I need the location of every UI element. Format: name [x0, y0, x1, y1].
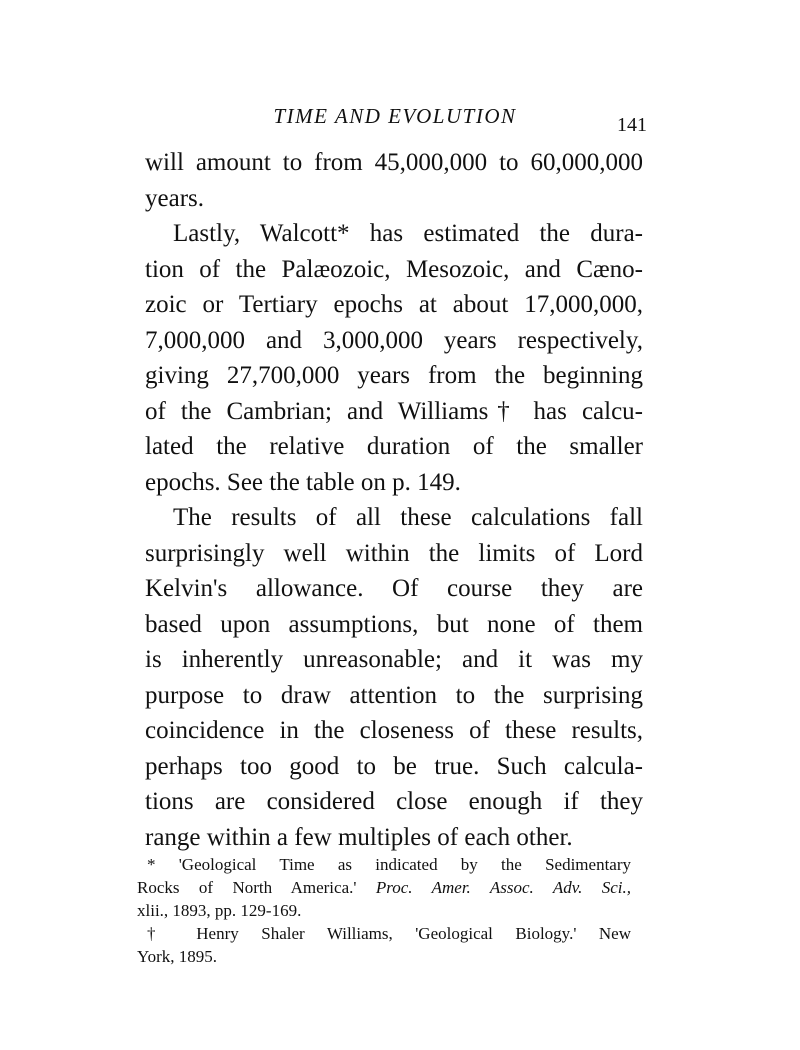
text-line: The results of all these calculations fall — [173, 504, 643, 531]
running-head — [145, 104, 645, 138]
text-line: 7,000,000 and 3,000,000 years respectively, — [145, 326, 643, 354]
text-line: of the Cambrian; and Williams† has calcu- — [145, 397, 643, 425]
text-line: years. — [145, 184, 204, 212]
footnote-text: Rocks of North America.' — [137, 878, 357, 897]
text-line: is inherently unreasonable; and it was my — [145, 646, 643, 673]
text-line: epochs. See the table on p. 149. — [145, 468, 461, 496]
footnotes — [137, 853, 631, 968]
page-number: 141 — [617, 114, 647, 136]
footnote-line: xlii., 1893, pp. 129-169. — [137, 901, 302, 920]
journal-citation: Proc. Amer. Assoc. Adv. Sci., — [375, 878, 631, 897]
paragraph-2 — [145, 216, 643, 500]
text-line: lated the relative duration of the smaller — [145, 433, 643, 460]
paragraph-1 — [145, 145, 643, 216]
text-line: coincidence in the closeness of these results, — [145, 717, 643, 744]
text-line: perhaps too good to be true. Such calcula- — [145, 752, 643, 780]
text-line: giving 27,700,000 years from the beginning — [145, 362, 643, 389]
footnote-walcott — [137, 853, 631, 922]
text-line: tion of the Palæozoic, Mesozoic, and Cæno- — [145, 255, 643, 283]
text-line: Lastly, Walcott* has estimated the dura- — [173, 220, 643, 247]
text-line: range within a few multiples of each other. — [145, 823, 573, 851]
footnote-line: * 'Geological Time as indicated by the Sedimentary — [147, 855, 631, 874]
text-line: surprisingly well within the limits of Lord — [145, 539, 643, 567]
footnote-line: † Henry Shaler Williams, 'Geological Biology.' New — [147, 924, 631, 943]
text-line: will amount to from 45,000,000 to 60,000,000 — [145, 149, 643, 176]
body-text — [145, 145, 643, 855]
footnote-line: York, 1895. — [137, 947, 217, 966]
footnote-williams — [137, 922, 631, 968]
text-line: purpose to draw attention to the surprising — [145, 681, 643, 709]
text-line: tions are considered close enough if they — [145, 788, 643, 815]
footnote-line — [137, 876, 631, 899]
paragraph-3 — [145, 500, 643, 855]
running-title: TIME AND EVOLUTION — [273, 104, 517, 128]
text-line: Kelvin's allowance. Of course they are — [145, 575, 643, 602]
text-line: based upon assumptions, but none of them — [145, 610, 643, 638]
text-line: zoic or Tertiary epochs at about 17,000,000, — [145, 291, 643, 318]
